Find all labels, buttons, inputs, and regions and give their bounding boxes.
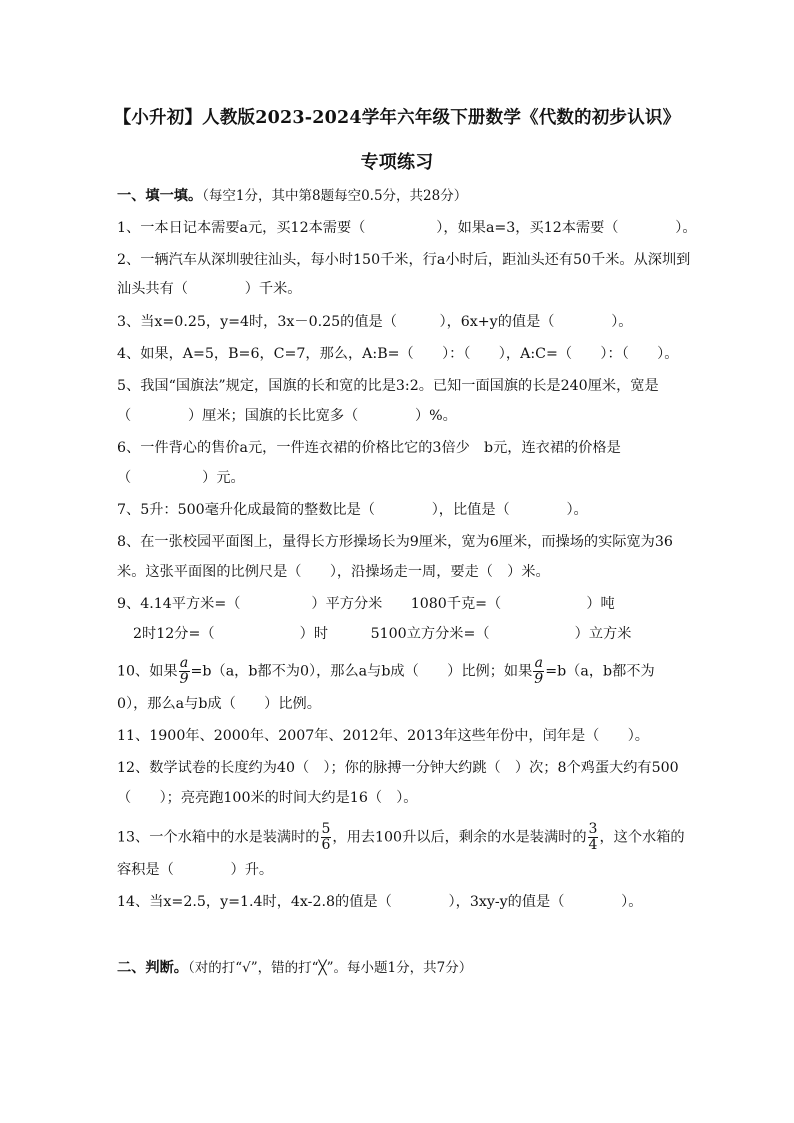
question-12-line-2: （ ）；亮亮跑100米的时间大约是16（ ）。 — [117, 790, 418, 806]
q13-middle: ，用去100升以后，剩余的水是装满时的 — [332, 829, 587, 846]
page-subtitle: 专项练习 — [360, 152, 434, 173]
question-12-line-1: 12、数学试卷的长度约为40（ ）；你的脉搏一分钟大约跳（ ）次；8个鸡蛋大约有500 — [117, 760, 679, 776]
question-9-line-1: 9、4.14平方米=（ ）平方分米 1080千克=（ ）吨 — [117, 596, 615, 612]
question-10-line-2: 0），那么a与b成（ ）比例。 — [117, 696, 321, 712]
fraction-denominator: 6 — [321, 837, 331, 853]
fraction-5-over-6 — [321, 822, 332, 853]
section-1-heading — [117, 186, 694, 206]
question-14: 14、当x=2.5，y=1.4时，4x-2.8的值是（ ），3xy-y的值是（ ）。 — [117, 894, 643, 910]
q10-prefix: 10、如果 — [117, 663, 178, 680]
fraction-denominator: 9 — [534, 671, 544, 687]
q13-prefix: 13、一个水箱中的水是装满时的 — [117, 829, 320, 846]
question-5-line-1: 5、我国“国旗法”规定，国旗的长和宽的比是3:2。已知一面国旗的长是240厘米，宽是 — [117, 378, 659, 394]
page-title: 【小升初】人教版2023-2024学年六年级下册数学《代数的初步认识》 — [113, 108, 681, 128]
fraction-denominator: 4 — [588, 837, 598, 853]
q13-suffix: ，这个水箱的 — [599, 829, 685, 846]
question-7: 7、5升：500毫升化成最简的整数比是（ ），比值是（ ）。 — [117, 502, 588, 518]
question-11: 11、1900年、2000年、2007年、2012年、2013年这些年份中，闰年是（ ）。 — [117, 728, 649, 744]
fraction-numerator: a — [179, 655, 189, 671]
question-9-line-2: 2时12分=（ ）时 5100立方分米=（ ）立方米 — [133, 626, 632, 642]
question-2-line-1: 2、一辆汽车从深圳驶往汕头，每小时150千米，行a小时后，距汕头还有50千米。从深圳到 — [117, 252, 691, 268]
section-2-heading — [117, 958, 694, 978]
question-2-line-2: 汕头共有（ ）千米。 — [117, 281, 302, 297]
question-4: 4、如果，A=5，B=6，C=7，那么，A:B=（ ）：（ ），A:C=（ ）：（ ）。 — [117, 346, 679, 362]
fraction-numerator: 5 — [321, 821, 331, 837]
q10-middle-2: =b（a，b都不为 — [545, 663, 655, 680]
question-8-line-2: 米。这张平面图的比例尺是（ ），沿操场走一周，要走（ ）米。 — [117, 564, 550, 580]
question-6-line-2: （ ）元。 — [117, 470, 245, 486]
section-1-label: 一、填一填。 — [117, 188, 203, 204]
question-10-line-1 — [117, 656, 694, 687]
question-8-line-1: 8、在一张校园平面图上，量得长方形操场长为9厘米，宽为6厘米，而操场的实际宽为36 — [117, 534, 673, 550]
section-2-label: 二、判断。 — [117, 960, 188, 976]
question-6-line-1: 6、一件背心的售价a元，一件连衣裙的价格比它的3倍少 b元，连衣裙的价格是 — [117, 440, 621, 456]
fraction-numerator: 3 — [588, 821, 598, 837]
question-1: 1、一本日记本需要a元，买12本需要（ ），如果a=3，买12本需要（ ）。 — [117, 220, 697, 236]
fraction-numerator: a — [534, 655, 543, 671]
question-13-line-1 — [117, 822, 694, 853]
section-2-note: （对的打“√”，错的打“╳”。每小题1分，共7分） — [187, 960, 473, 976]
fraction-a-over-9-second — [533, 656, 544, 687]
fraction-denominator: 9 — [179, 671, 189, 687]
q10-middle-1: =b（a，b都不为0），那么a与b成（ ）比例；如果 — [190, 663, 533, 680]
question-13-line-2: 容积是（ ）升。 — [117, 862, 274, 878]
section-1-note: （每空1分，其中第8题每空0.5分，共28分） — [202, 188, 468, 204]
question-5-line-2: （ ）厘米；国旗的长比宽多（ ）%。 — [117, 408, 457, 424]
question-3: 3、当x=0.25，y=4时，3x－0.25的值是（ ），6x+y的值是（ ）。 — [117, 314, 633, 330]
fraction-3-over-4 — [588, 822, 599, 853]
fraction-a-over-9 — [179, 656, 190, 687]
